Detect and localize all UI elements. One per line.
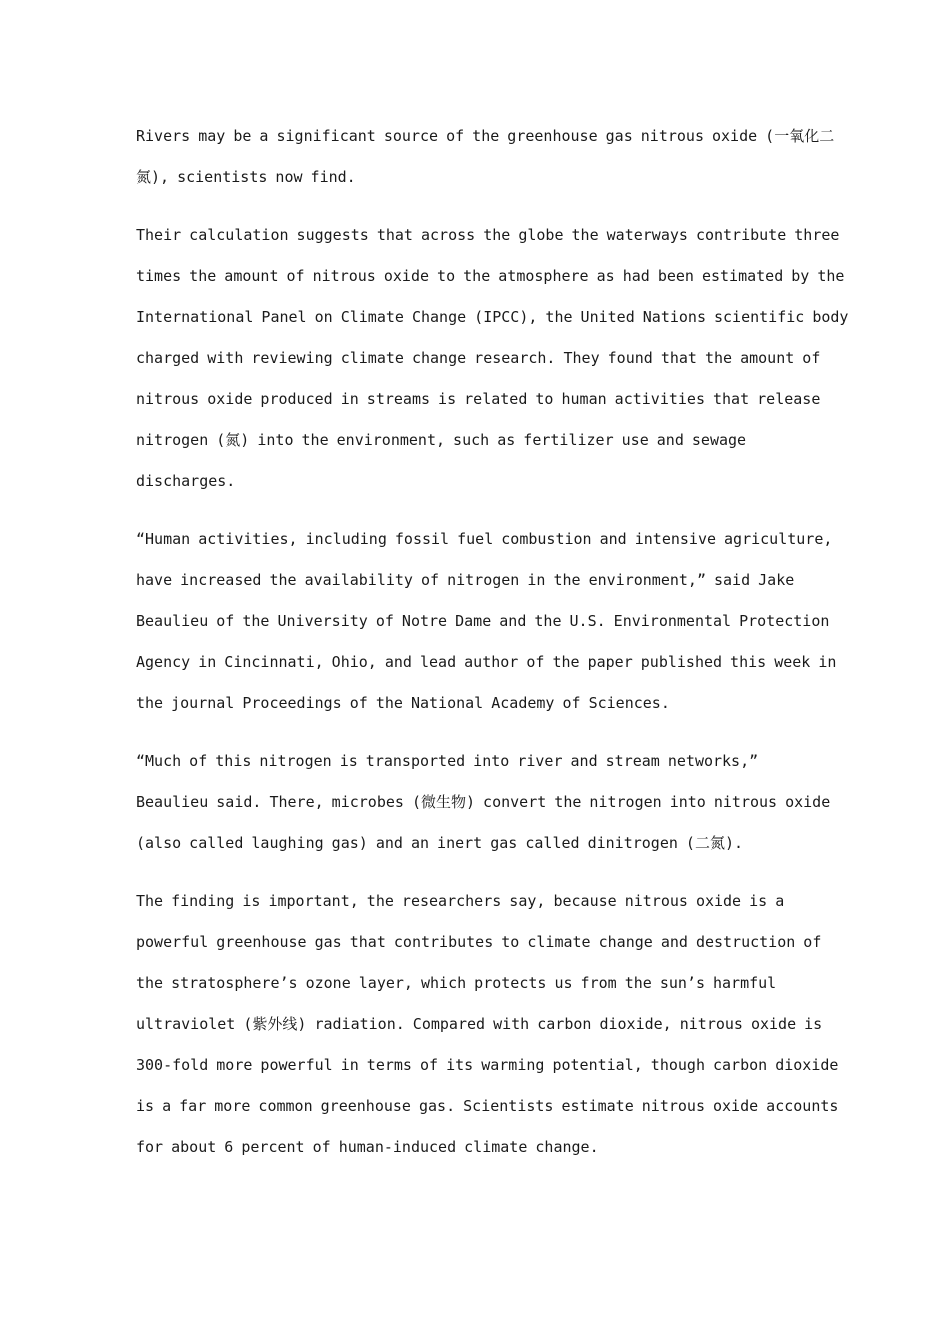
text-line: 氮), scientists now find. [136,168,356,186]
text-line: 300-fold more powerful in terms of its warming potential, though carbon dioxide [136,1056,839,1074]
text-line: powerful greenhouse gas that contributes to climate change and destruction of [136,933,822,951]
paragraph-4 [136,741,831,864]
text-line: (also called laughing gas) and an inert gas called dinitrogen (二氮). [136,834,743,852]
text-line: charged with reviewing climate change research. They found that the amount of [136,349,821,367]
text-line: times the amount of nitrous oxide to the atmosphere as had been estimated by the [136,267,845,285]
paragraph-3 [136,519,837,724]
paragraph-1 [136,116,835,198]
text-line: International Panel on Climate Change (IPCC), the United Nations scientific body [136,308,849,326]
text-line: Beaulieu of the University of Notre Dame and the U.S. Environmental Protection [136,612,830,630]
text-line: nitrous oxide produced in streams is related to human activities that release [136,390,821,408]
text-line: “Much of this nitrogen is transported into river and stream networks,” [136,752,759,770]
text-line: Beaulieu said. There, microbes (微生物) convert the nitrogen into nitrous oxide [136,793,831,811]
paragraph-5 [136,881,839,1168]
text-line: “Human activities, including fossil fuel combustion and intensive agriculture, [136,530,833,548]
text-line: Their calculation suggests that across the globe the waterways contribute three [136,226,840,244]
text-line: the journal Proceedings of the National Academy of Sciences. [136,694,670,712]
text-line: for about 6 percent of human-induced climate change. [136,1138,599,1156]
text-line: The finding is important, the researchers say, because nitrous oxide is a [136,892,785,910]
text-line: Agency in Cincinnati, Ohio, and lead author of the paper published this week in [136,653,837,671]
text-line: ultraviolet (紫外线) radiation. Compared with carbon dioxide, nitrous oxide is [136,1015,823,1033]
article-body [136,116,849,1185]
text-line: discharges. [136,472,236,490]
text-line: have increased the availability of nitrogen in the environment,” said Jake [136,571,795,589]
text-line: Rivers may be a significant source of the greenhouse gas nitrous oxide (一氧化二 [136,127,835,145]
text-line: is a far more common greenhouse gas. Scientists estimate nitrous oxide accounts [136,1097,839,1115]
text-line: the stratosphere’s ozone layer, which protects us from the sun’s harmful [136,974,777,992]
text-line: nitrogen (氮) into the environment, such as fertilizer use and sewage [136,431,747,449]
paragraph-2 [136,215,849,502]
